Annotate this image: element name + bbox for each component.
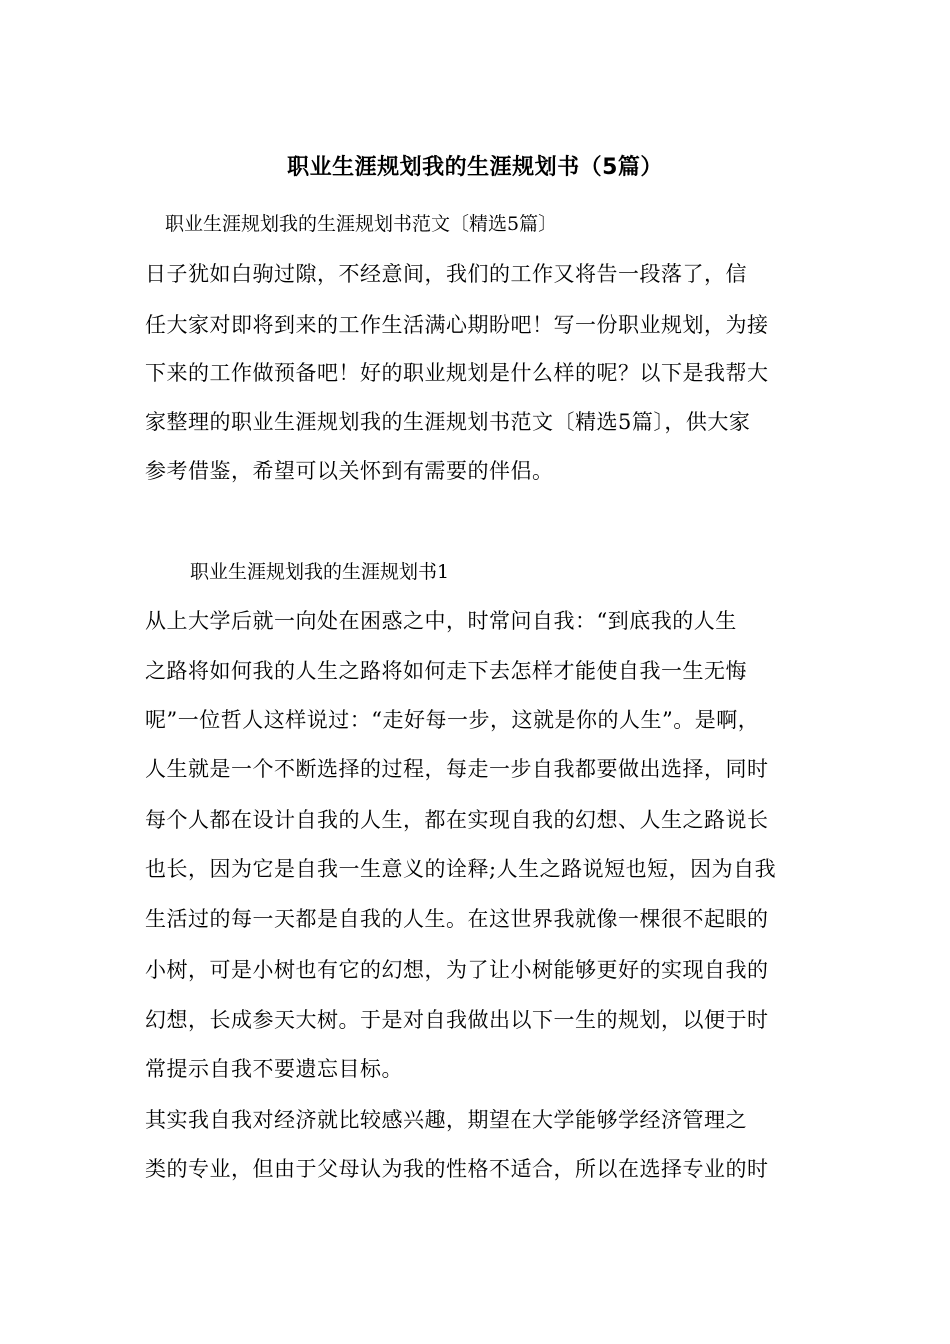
body-line: 生活过的每一天都是自我的人生。在这世界我就像一棵很不起眼的 xyxy=(145,907,769,931)
intro-line: 日子犹如白驹过隙，不经意间，我们的工作又将告一段落了，信 xyxy=(145,262,747,286)
body-line: 也长，因为它是自我一生意义的诠释;人生之路说短也短，因为自我 xyxy=(145,857,777,881)
intro-line: 参考借鉴，希望可以关怀到有需要的伴侣。 xyxy=(145,459,554,483)
intro-line: 任大家对即将到来的工作生活满心期盼吧！写一份职业规划，为接 xyxy=(145,313,769,337)
document-subtitle: 职业生涯规划我的生涯规划书范文〔精选5篇〕 xyxy=(165,213,558,235)
body-line: 从上大学后就一向处在困惑之中，时常问自我：“到底我的人生 xyxy=(145,609,737,633)
document-title: 职业生涯规划我的生涯规划书（5篇） xyxy=(287,155,663,180)
section-heading: 职业生涯规划我的生涯规划书1 xyxy=(190,561,450,583)
body-line: 呢”一位哲人这样说过：“走好每一步，这就是你的人生”。是啊， xyxy=(145,708,760,732)
body-line: 其实我自我对经济就比较感兴趣，期望在大学能够学经济管理之 xyxy=(145,1108,747,1132)
intro-line: 下来的工作做预备吧！好的职业规划是什么样的呢？以下是我帮大 xyxy=(145,361,769,385)
body-line: 常提示自我不要遗忘目标。 xyxy=(145,1057,403,1081)
body-line: 人生就是一个不断选择的过程，每走一步自我都要做出选择，同时 xyxy=(145,757,769,781)
body-line: 类的专业，但由于父母认为我的性格不适合，所以在选择专业的时 xyxy=(145,1157,769,1181)
body-line: 幻想，长成参天大树。于是对自我做出以下一生的规划，以便于时 xyxy=(145,1008,769,1032)
body-line: 之路将如何我的人生之路将如何走下去怎样才能使自我一生无悔 xyxy=(145,659,747,683)
body-line: 小树，可是小树也有它的幻想，为了让小树能够更好的实现自我的 xyxy=(145,958,769,982)
intro-line: 家整理的职业生涯规划我的生涯规划书范文〔精选5篇〕，供大家 xyxy=(145,410,751,434)
body-line: 每个人都在设计自我的人生，都在实现自我的幻想、人生之路说长 xyxy=(145,808,769,832)
